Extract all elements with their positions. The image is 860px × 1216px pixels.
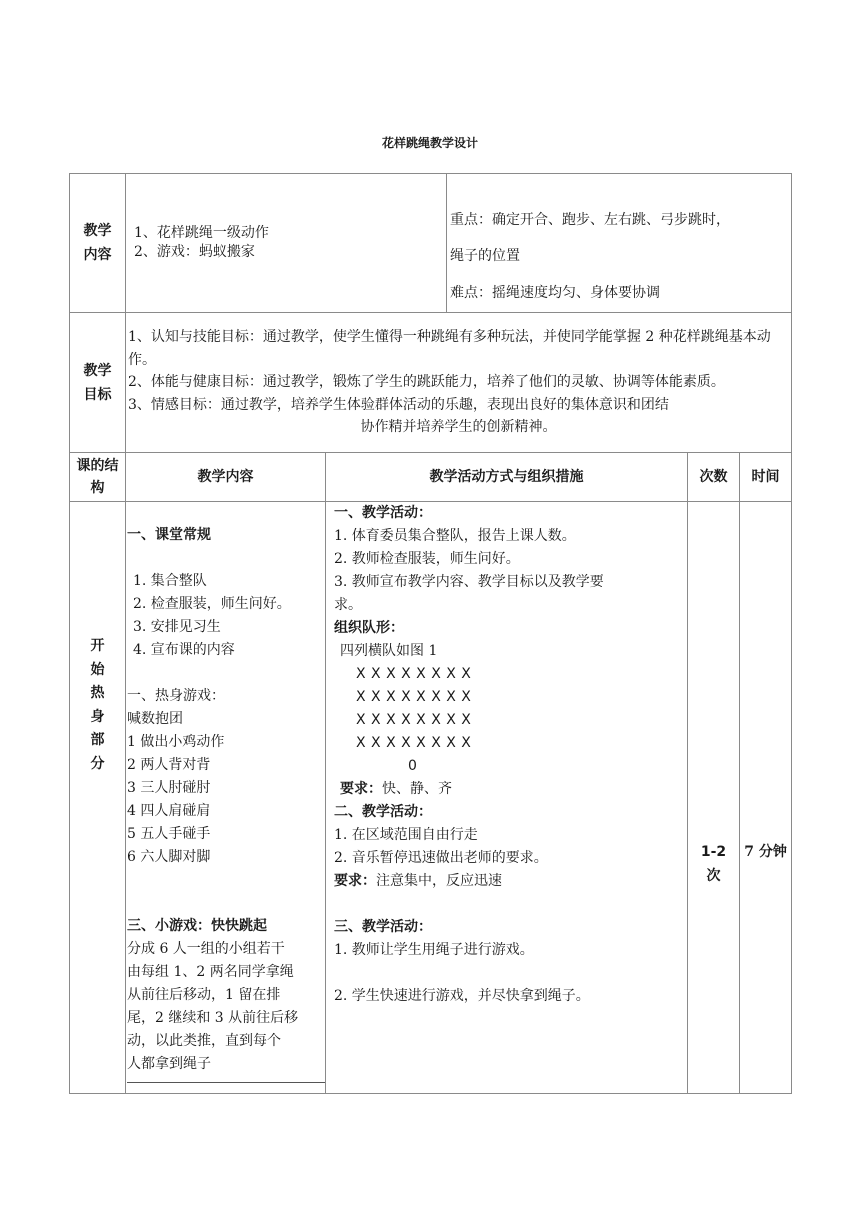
game-line: 人都拿到绳子 bbox=[127, 1053, 325, 1083]
goal-item: 3、情感目标：通过教学，培养学生体验群体活动的乐趣，表现出良好的集体意识和团结 bbox=[128, 396, 669, 413]
routine-item: 1. 集合整队 bbox=[133, 573, 207, 589]
content-item: 2、游戏：蚂蚁搬家 bbox=[134, 244, 255, 260]
warmup-item: 3 三人肘碰肘 bbox=[127, 780, 211, 796]
formation-row: X X X X X X X X bbox=[356, 735, 472, 751]
warmup-item: 1 做出小鸡动作 bbox=[127, 734, 225, 750]
goal-item-cont: 协作精并培养学生的创新精神。 bbox=[360, 419, 557, 436]
count-cell: 1-2 次 bbox=[688, 502, 740, 1094]
teaching-content-cell bbox=[126, 174, 447, 313]
activity1-item-cont: 求。 bbox=[334, 597, 362, 613]
game-line: 从前往后移动，1 留在排 bbox=[127, 987, 281, 1003]
activity1-item: 3. 教师宣布教学内容、教学目标以及教学要 bbox=[334, 574, 604, 590]
formation-row: X X X X X X X X bbox=[356, 712, 472, 728]
header-activities: 教学活动方式与组织措施 bbox=[326, 453, 688, 502]
header-count: 次数 bbox=[688, 453, 740, 502]
header-structure: 课的结 构 bbox=[70, 453, 126, 502]
teaching-goals-row bbox=[70, 313, 792, 453]
activity3-title: 三、教学活动： bbox=[334, 919, 432, 935]
warmup-item: 2 两人背对背 bbox=[127, 757, 211, 773]
page-title: 花样跳绳教学设计 bbox=[381, 136, 478, 150]
activity2-title: 二、教学活动： bbox=[334, 804, 432, 820]
game-line: 动，以此类推，直到每个 bbox=[127, 1033, 281, 1049]
formation-title: 组织队形： bbox=[334, 620, 404, 636]
activity3-item: 2. 学生快速进行游戏，并尽快拿到绳子。 bbox=[334, 988, 590, 1004]
warmup-name: 喊数抱团 bbox=[127, 711, 183, 727]
warmup-item: 4 四人肩碰肩 bbox=[127, 803, 211, 819]
activity1-item: 1. 体育委员集合整队，报告上课人数。 bbox=[334, 528, 576, 544]
routine-item: 4. 宣布课的内容 bbox=[133, 642, 235, 658]
time-cell: 7 分钟 bbox=[740, 502, 792, 1094]
activity3-item: 1. 教师让学生用绳子进行游戏。 bbox=[334, 942, 534, 958]
game-line: 分成 6 人一组的小组若干 bbox=[127, 941, 285, 957]
teaching-goals-label: 教学 目标 bbox=[70, 313, 126, 453]
difficulty-text: 难点：摇绳速度均匀、身体要协调 bbox=[450, 285, 661, 301]
warmup-section-row bbox=[70, 502, 792, 1094]
header-content: 教学内容 bbox=[126, 453, 326, 502]
activity1-item: 2. 教师检查服装，师生问好。 bbox=[334, 551, 520, 567]
table-header-row bbox=[70, 453, 792, 502]
game-line: 由每组 1、2 两名同学拿绳 bbox=[127, 964, 294, 980]
activities-cell bbox=[326, 502, 688, 1094]
goal-item: 2、体能与健康目标：通过教学，锻炼了学生的跳跃能力，培养了他们的灵敏、协调等体能素质。 bbox=[128, 374, 725, 391]
formation-row: X X X X X X X X bbox=[356, 689, 472, 705]
content-item: 1、花样跳绳一级动作 bbox=[134, 225, 269, 241]
warmup-item: 6 六人脚对脚 bbox=[127, 849, 211, 865]
game-title: 三、小游戏：快快跳起 bbox=[127, 918, 267, 934]
teacher-mark: 0 bbox=[408, 758, 417, 774]
focus-text: 重点：确定开合、跑步、左右跳、弓步跳时， bbox=[450, 212, 731, 228]
warmup-title: 一、热身游戏： bbox=[127, 688, 225, 704]
requirement-1: 要求：快、静、齐 bbox=[340, 781, 452, 797]
routine-title: 一、课堂常规 bbox=[127, 527, 211, 543]
warmup-item: 5 五人手碰手 bbox=[127, 826, 211, 842]
activity2-item: 2. 音乐暂停迅速做出老师的要求。 bbox=[334, 850, 548, 866]
formation-desc: 四列横队如图 1 bbox=[340, 643, 438, 659]
teaching-goals-cell bbox=[126, 313, 792, 453]
content-cell bbox=[126, 502, 326, 1094]
teaching-content-label: 教学 内容 bbox=[70, 174, 126, 313]
focus-difficulty-cell bbox=[447, 174, 792, 313]
formation-row: X X X X X X X X bbox=[356, 666, 472, 682]
focus-text-cont: 绳子的位置 bbox=[450, 248, 521, 264]
header-time: 时间 bbox=[740, 453, 792, 502]
routine-item: 2. 检查服装，师生问好。 bbox=[133, 596, 291, 612]
goal-item: 1、认知与技能目标：通过教学，使学生懂得一种跳绳有多种玩法，并使同学能掌握 2 种花样跳绳基本动作。 bbox=[128, 329, 771, 368]
lesson-plan-table bbox=[69, 173, 792, 1094]
teaching-content-row bbox=[70, 174, 792, 313]
activity1-title: 一、教学活动： bbox=[334, 505, 432, 521]
section-label: 开 始 热 身 部 分 bbox=[70, 502, 126, 1094]
requirement-2: 要求：注意集中，反应迅速 bbox=[334, 873, 502, 889]
activity2-item: 1. 在区域范围自由行走 bbox=[334, 827, 478, 843]
routine-item: 3. 安排见习生 bbox=[133, 619, 221, 635]
game-line: 尾，2 继续和 3 从前往后移 bbox=[127, 1010, 299, 1026]
